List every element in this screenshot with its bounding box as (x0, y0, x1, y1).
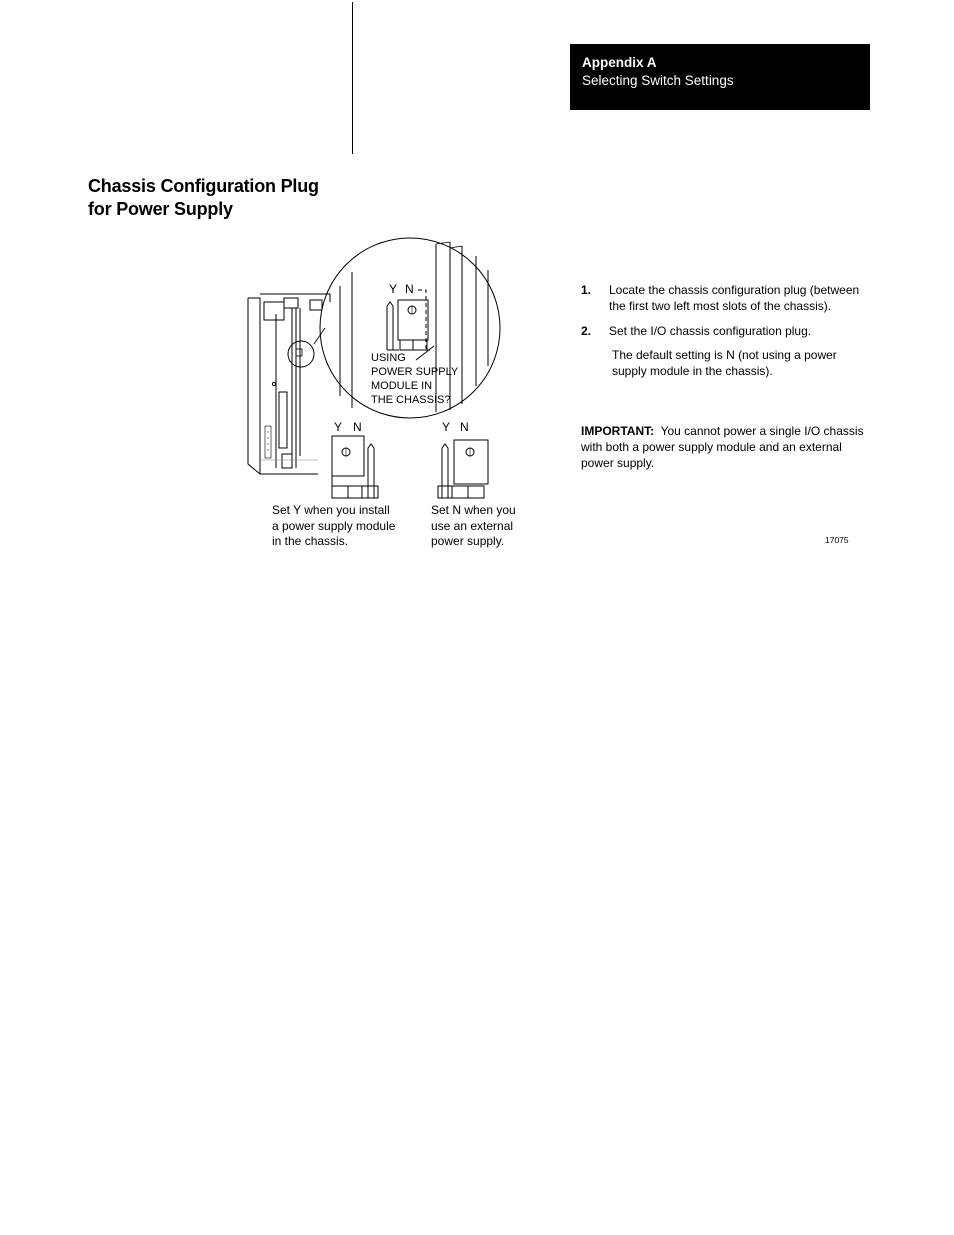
caption-set-n (431, 503, 531, 550)
section-title-line1: Chassis Configuration Plug (88, 176, 319, 196)
caption-set-y-line-2: a power supply module (272, 518, 396, 533)
step-2-note: The default setting is N (not using a power supply module in the chassis). (612, 348, 837, 378)
margin-rule (352, 2, 353, 154)
appendix-subtitle: Selecting Switch Settings (582, 73, 734, 88)
caption-set-y-line-3: in the chassis. (272, 534, 349, 548)
plug-n-position (438, 440, 488, 498)
step-2 (581, 323, 871, 339)
caption-set-n-line-1: Set N when you (431, 503, 516, 517)
step-1-text: Locate the chassis configuration plug (between the first two left most slots of the chassis). (609, 283, 860, 313)
plug-left-label-y: Y (334, 420, 343, 434)
caption-set-n-line-3: power supply. (431, 534, 505, 548)
running-header (570, 44, 870, 110)
inset-label-n: N (405, 282, 414, 296)
inset-label-y: Y (389, 282, 398, 296)
step-2-number: 2. (581, 324, 592, 338)
chassis-body (248, 294, 330, 474)
caption-set-y-line-1: Set Y when you install (272, 503, 390, 517)
question-line-2: POWER SUPPLY (371, 366, 459, 378)
question-line-3: MODULE IN (371, 380, 433, 392)
step-2-text: Set the I/O chassis configuration plug. (609, 324, 812, 338)
caption-set-y (272, 503, 412, 550)
important-text: You cannot power a single I/O chassis with both a power supply module and an external power supply. (581, 424, 864, 470)
instruction-steps (581, 282, 871, 379)
plug-right-label-n: N (460, 420, 469, 434)
caption-set-n-line-2: use an external (431, 518, 514, 533)
step-1 (581, 282, 871, 314)
plug-y-position (332, 436, 378, 498)
plug-right-label-y: Y (442, 420, 451, 434)
step-1-number: 1. (581, 283, 592, 297)
power-supply-question (371, 351, 458, 407)
important-label: IMPORTANT: (581, 424, 655, 438)
section-title-line2: for Power Supply (88, 199, 233, 219)
section-title (88, 175, 388, 221)
question-line-1: USING (371, 352, 406, 364)
important-notice (581, 423, 866, 471)
plug-left-label-n: N (353, 420, 362, 434)
figure-number: 17075 (825, 535, 849, 545)
question-line-4: THE CHASSIS? (371, 394, 451, 406)
appendix-label: Appendix A (582, 55, 657, 70)
configuration-plug-figure (230, 236, 530, 566)
